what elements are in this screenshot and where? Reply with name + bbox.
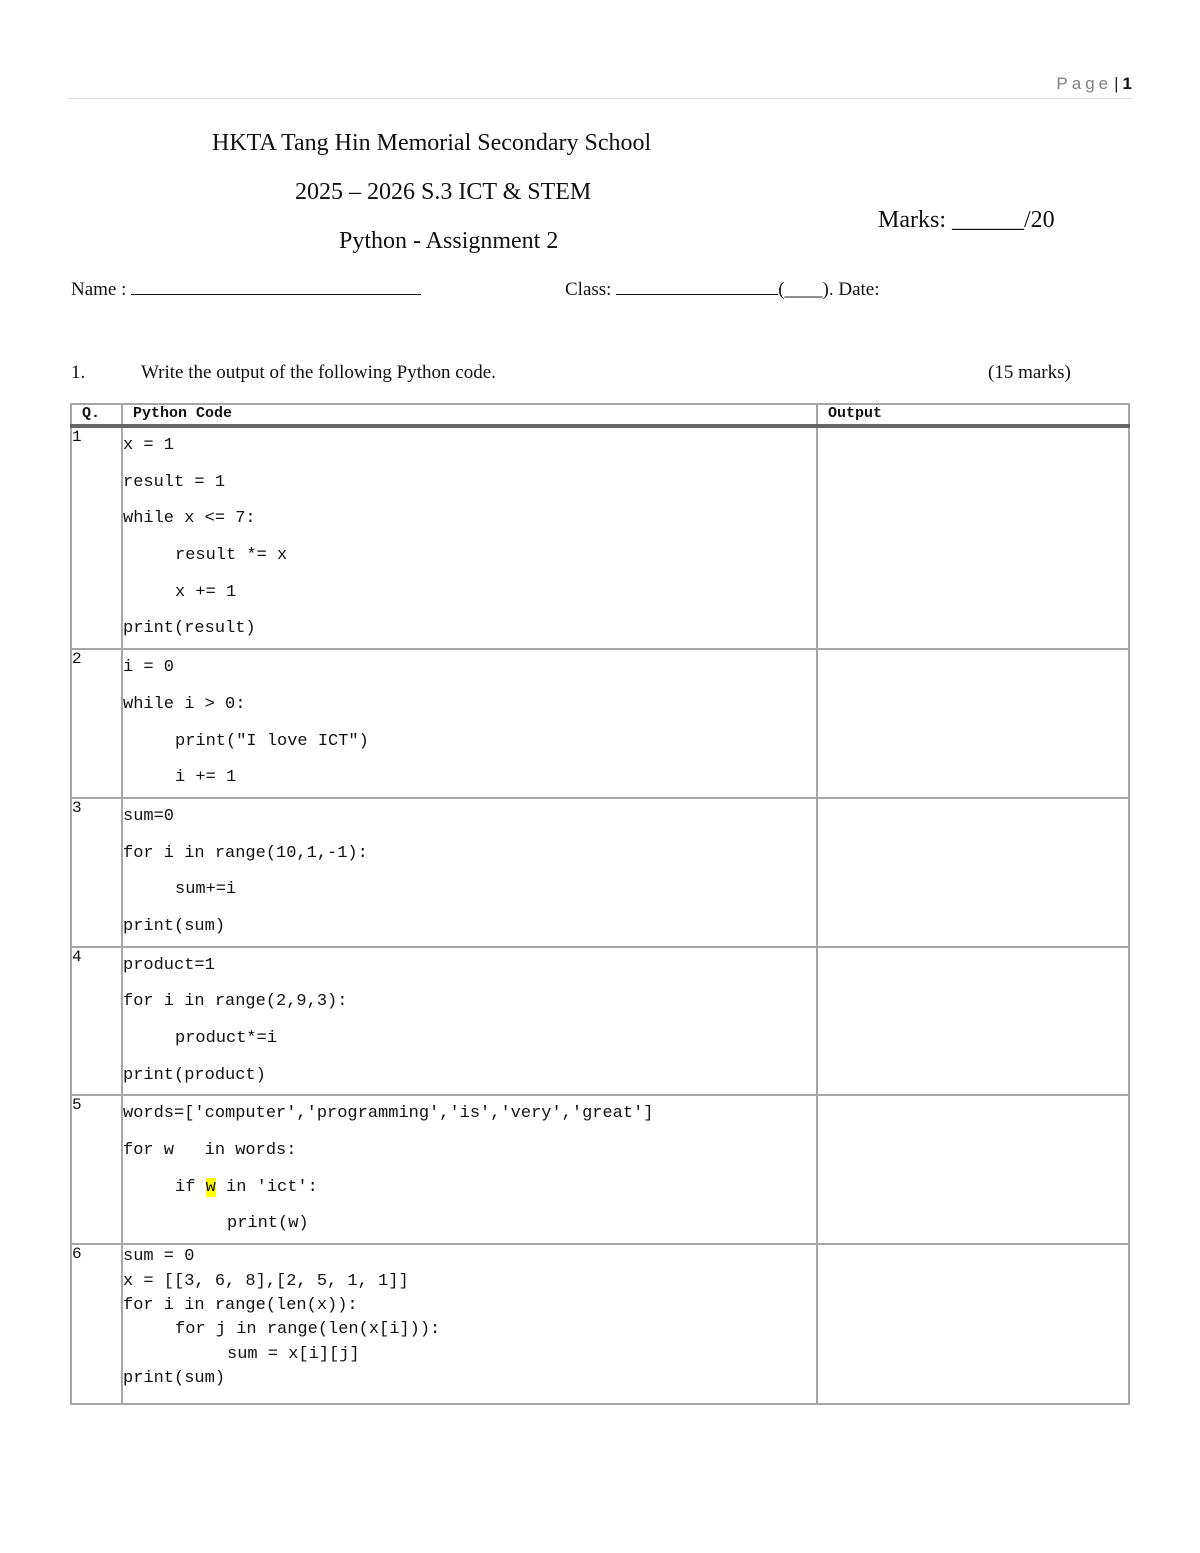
code-line: i = 0 <box>123 658 175 678</box>
question-marks: (15 marks) <box>988 362 1071 383</box>
table-row <box>71 426 1129 649</box>
table-row <box>71 798 1129 947</box>
code-cell <box>122 426 817 649</box>
code-line: x += 1 <box>175 582 237 602</box>
assignment-title: Python - Assignment 2 <box>339 228 559 254</box>
code-cell <box>122 1095 817 1244</box>
name-label: Name : <box>71 279 127 300</box>
code-line: i += 1 <box>175 768 237 788</box>
code-line: print(sum) <box>123 916 226 936</box>
code-line: print(w) <box>227 1214 309 1234</box>
question-cell: 4 <box>71 947 122 1096</box>
output-answer-cell[interactable] <box>817 426 1129 649</box>
code-text: if <box>175 1177 206 1197</box>
code-line: print(sum) <box>123 1369 226 1389</box>
class-number-blank: (____). <box>778 279 834 300</box>
code-line: print(result) <box>123 619 256 639</box>
code-cell <box>122 947 817 1096</box>
code-line: sum = 0 <box>123 1247 195 1267</box>
school-name: HKTA Tang Hin Memorial Secondary School <box>212 130 652 156</box>
class-blank <box>616 278 778 295</box>
code-line: product=1 <box>123 955 215 975</box>
output-answer-cell[interactable] <box>817 798 1129 947</box>
code-line: for i in range(10,1,-1): <box>123 843 368 863</box>
question-cell: 5 <box>71 1095 122 1244</box>
class-date-field <box>565 278 880 301</box>
class-label: Class: <box>565 279 612 300</box>
header-output: Output <box>817 404 1129 426</box>
code-line: for j in range(len(x[i])): <box>175 1320 441 1340</box>
code-line: while x <= 7: <box>123 509 256 529</box>
code-line: sum+=i <box>175 880 237 900</box>
table-row <box>71 947 1129 1096</box>
code-line: while i > 0: <box>123 694 246 714</box>
marks-field: Marks: ______/20 <box>878 207 1055 233</box>
table-header-row <box>71 404 1129 426</box>
code-line: print("I love ICT") <box>175 731 369 751</box>
code-line: x = 1 <box>123 436 175 455</box>
code-line: for i in range(2,9,3): <box>123 992 348 1012</box>
code-line: product*=i <box>175 1029 278 1048</box>
code-line: sum = x[i][j] <box>227 1344 360 1364</box>
table-row <box>71 1244 1129 1404</box>
output-answer-cell[interactable] <box>817 649 1129 798</box>
code-line: x = [[3, 6, 8],[2, 5, 1, 1]] <box>123 1271 409 1291</box>
date-label: Date: <box>838 279 880 300</box>
table-row <box>71 1095 1129 1244</box>
name-field <box>71 278 421 301</box>
header-code: Python Code <box>122 404 817 426</box>
output-answer-cell[interactable] <box>817 947 1129 1096</box>
code-line <box>123 1170 816 1207</box>
code-line: for i in range(len(x)): <box>123 1295 358 1315</box>
code-cell <box>122 798 817 947</box>
code-line: words=['computer','programming','is','very','great'] <box>123 1104 654 1124</box>
question-cell: 1 <box>71 426 122 649</box>
code-cell <box>122 1244 817 1404</box>
code-text: in 'ict': <box>215 1177 318 1197</box>
question-cell: 6 <box>71 1244 122 1404</box>
table-row <box>71 649 1129 798</box>
name-blank <box>131 278 421 295</box>
code-cell <box>122 649 817 798</box>
page-number: 1 <box>1122 74 1132 93</box>
page-header <box>68 74 1132 99</box>
output-answer-cell[interactable] <box>817 1095 1129 1244</box>
question-cell: 2 <box>71 649 122 798</box>
code-line: for w in words: <box>123 1141 297 1161</box>
code-line: sum=0 <box>123 806 175 826</box>
highlighted-variable: w <box>205 1177 216 1197</box>
page-number-label: Page | 1 <box>1056 74 1132 93</box>
header-q: Q. <box>71 404 122 426</box>
course-title: 2025 – 2026 S.3 ICT & STEM <box>295 179 592 205</box>
code-line: print(product) <box>123 1065 266 1085</box>
page-word: Page <box>1056 74 1113 93</box>
code-line: result *= x <box>175 546 288 566</box>
question-text: Write the output of the following Python code. <box>141 362 496 383</box>
question-cell: 3 <box>71 798 122 947</box>
code-line: result = 1 <box>123 472 226 492</box>
output-answer-cell[interactable] <box>817 1244 1129 1404</box>
question-number: 1. <box>71 362 86 383</box>
code-table <box>70 403 1130 1405</box>
